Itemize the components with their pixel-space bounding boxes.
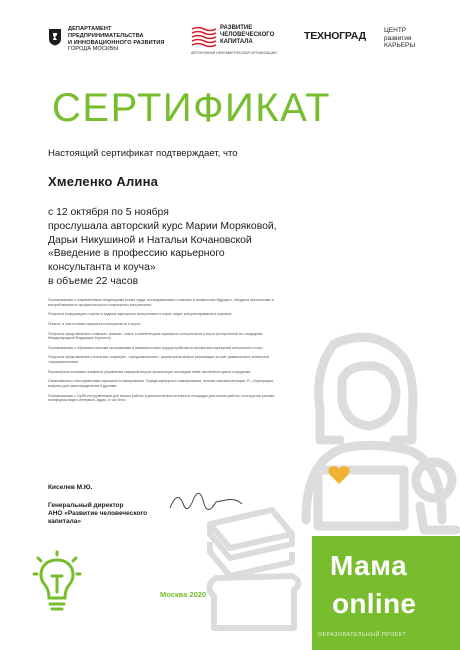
outcome-item: Познакомилась с образовательными программами и возможностями трудоустройства по профессии карьерный консультант и коуч. <box>48 345 264 350</box>
recipient-name: Хмеленко Алина <box>48 174 159 189</box>
human-capital-logo-subtitle: АВТОНОМНАЯ НЕКОММЕРЧЕСКАЯ ОРГАНИЗАЦИЯ <box>191 51 277 55</box>
mama-online-brand-panel <box>312 536 460 650</box>
confirmation-text: Настоящий сертификат подтверждает, что <box>48 148 238 159</box>
lightbulb-icon <box>34 552 80 612</box>
course-description <box>48 206 348 289</box>
heart-icon <box>328 465 350 485</box>
woman-laptop-illustration <box>284 330 460 540</box>
outcome-item: Ознакомилась с инструментами карьерного планирования: Триада карьерного планирования, техники самопрезентации, Я – Корпорация, вопросы для самоопределения и другими. <box>48 379 274 388</box>
course-line: консультанта и коуча» <box>48 262 156 274</box>
course-line: с 12 октября по 5 ноября <box>48 207 169 218</box>
course-outcomes <box>48 298 284 408</box>
outcome-item: Получила представление о понятиях «карьера», «предназначение», рассмотрела вопрос реализации за счет развития всех элементов «предназначения». <box>48 355 269 364</box>
certificate-title: СЕРТИФИКАТ <box>52 86 332 130</box>
brand-name-line2: online <box>332 588 417 619</box>
department-logo-text: ДЕПАРТАМЕНТ ПРЕДПРИНИМАТЕЛЬСТВА И ИННОВАЦИОННОГО РАЗВИТИЯ ГОРОДА МОСКВЫ <box>68 26 165 53</box>
brand-name-line1: Мама <box>330 550 408 581</box>
books-scroll-illustration <box>196 500 306 630</box>
moscow-emblem-icon <box>48 28 62 46</box>
human-capital-logo-text: РАЗВИТИЕ ЧЕЛОВЕЧЕСКОГО КАПИТАЛА <box>220 25 275 45</box>
outcome-item: Рассмотрела основные элементы управления карьерой внутри организации на каждом этапе жизненного цикла сотрудника. <box>48 369 252 374</box>
course-line: прослушала авторский курс Марии Моряковой, <box>48 220 277 232</box>
course-line: в объеме 22 часов <box>48 275 139 287</box>
course-line: Дарьи Никушиной и Натальи Кочановской <box>48 234 252 246</box>
place-year: Москва 2020 <box>160 590 207 599</box>
technograd-name: ТЕХНОГРАД <box>304 30 366 42</box>
career-center-text: ЦЕНТР развития КАРЬЕРЫ <box>384 27 416 50</box>
brand-subtitle: ОБРАЗОВАТЕЛЬНЫЙ ПРОЕКТ <box>318 632 407 638</box>
outcome-item: Получила информацию о целях и задачах карьерного консультанта и коуча, видах консультирования и коучинга. <box>48 312 233 317</box>
outcome-item: Поняла, в чем отличие карьерного консультанта и коуча. <box>48 321 141 326</box>
human-capital-wave-icon <box>191 25 217 47</box>
outcome-item: Познакомилась с Oрбй-инструментами для поиска работы и дополнительно интересно площадки для поиска работы, конструктор резюме, платформы видео-интервью, аудио- и чат-боты <box>48 393 276 402</box>
outcome-item: Получила представление о навыках, знаниях, опыте и компетенциях карьерного консультанта и коуча (построенной по стандартам Международной Федерации Коучинга). <box>48 331 263 341</box>
course-line: «Введение в профессию карьерного <box>48 248 225 260</box>
signer-name: Киселев М.Ю. <box>48 484 93 491</box>
signer-role: Генеральный директор АНО «Развитие человеческого капитала» <box>48 502 148 525</box>
outcome-item: Познакомилась с современными тенденциями рынка труда, исследованиями о навыках и профессиях будущего, обсудила перспективы и востребованность профессии коуча и карьерного консультанта. <box>48 298 274 307</box>
